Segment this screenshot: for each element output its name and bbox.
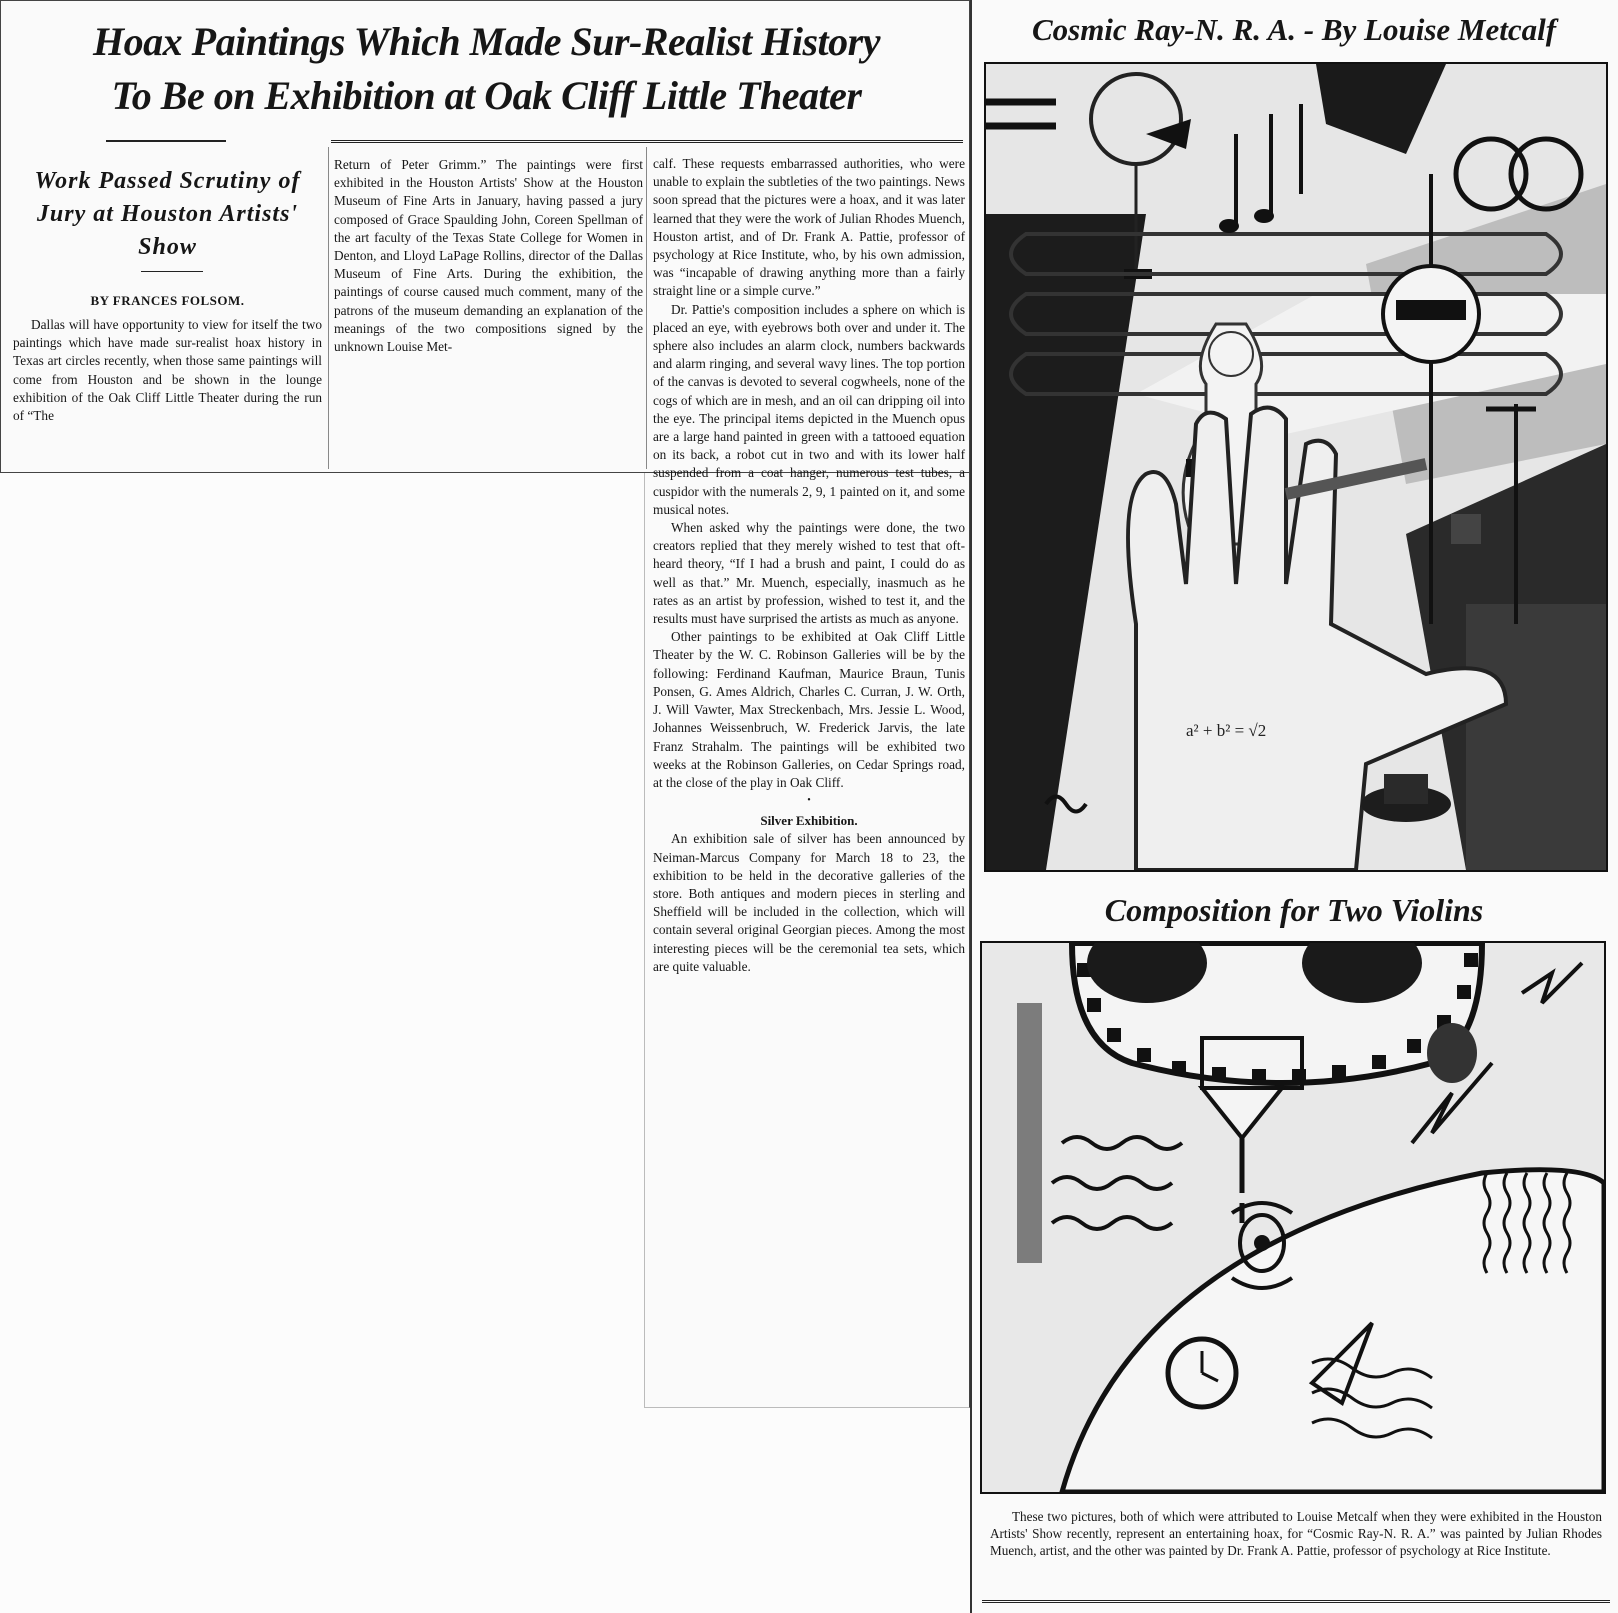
painting-two-violins — [980, 941, 1606, 1494]
painting-illustration — [982, 943, 1604, 1492]
headline-line-2: To Be on Exhibition at Oak Cliff Little Theater — [111, 73, 862, 118]
picture-caption — [990, 1508, 1602, 1559]
columns-rule — [331, 140, 963, 146]
article-column-2 — [334, 156, 643, 356]
byline-rule — [141, 271, 203, 272]
paragraph: When asked why the paintings were done, the two creators replied that they merely wished to test that oft-heard theory, “If I had a brush and paint, I could do as well as that.” Mr. Muench, especially, inasmuch as he rates as an artist by profession, wished to test it, and the results must have surprised the artists as much as anyone. — [653, 520, 965, 627]
byline: BY FRANCES FOLSOM. — [90, 293, 245, 308]
picture-title-bottom: Composition for Two Violins — [1104, 892, 1484, 928]
picture-title-top: Cosmic Ray-N. R. A. - By Louise Metcalf — [1031, 12, 1557, 47]
column-divider — [328, 147, 329, 469]
subhead-rule-top — [106, 140, 226, 142]
column-divider — [646, 147, 647, 469]
article-column-3 — [653, 155, 965, 976]
equation-label: a² + b² = √2 — [1186, 721, 1267, 740]
paragraph: Dallas will have opportunity to view for itself the two paintings which have made sur-realist hoax history in Texas art circles recently, when those same paintings will come from Houston and be shown in the lounge exhibition of the Oak Cliff Little Theater during the run of “The — [13, 317, 322, 424]
paragraph: Other paintings to be exhibited at Oak Cliff Little Theater by the W. C. Robinson Galleries will be by the following: Ferdinand Kaufman, Maurice Braun, Tunis Ponsen, G. Ames Aldrich, Charles C. Curran, J. W. Orth, J. Will Vawter, Max Streckenbach, Mrs. Jessie L. Wood, Johannes Weissenbruch, W. Frederick Jarvis, the late Franz Strahalm. The paintings will be exhibited two weeks at the Robinson Galleries, on Cedar Springs road, at the close of the play in Oak Cliff. — [653, 629, 965, 790]
paragraph: calf. These requests embarrassed authorities, who were unable to explain the subtleties of the two paintings. News soon spread that the pictures were a hoax, and it was later learned that they were the work of Julian Rhodes Muench, Houston artist, and of Dr. Frank A. Pattie, professor of psychology at Rice Institute, who, by his own admission, was “incapable of drawing anything more than a fairly straight line or a simple curve.” — [653, 156, 965, 299]
paragraph: Return of Peter Grimm.” The paintings were first exhibited in the Houston Artists' Show at the Houston Museum of Fine Arts in January, having passed a jury composed of Grace Spaulding John, Coreen Spellman of the art faculty of the Texas State College for Women in Denton, and Lloyd LaPage Rollins, director of the Dallas Museum of Fine Arts. During the exhibition, the paintings of course caused much comment, many of the patrons of the museum demanding an explanation of the meanings of the two compositions signed by the unknown Louise Met- — [334, 157, 643, 355]
paragraph: Dr. Pattie's composition includes a sphere on which is placed an eye, with eyebrows both over and under it. The sphere also includes an alarm clock, numbers backwards and alarm ringing, and several wavy lines. The top portion of the canvas is devoted to several cogwheels, none of the cogs of which are in mesh, and an oil can dripping oil into the eye. The principal items depicted in the Muench opus are a large hand painted in green with a tattooed equation on its back, a robot cut in two and with its lower half suspended from a coat hanger, numerous test tubes, a cuspidor with the numerals 2, 9, 1 painted on it, and some musical notes. — [653, 301, 965, 517]
headline-line-1: Hoax Paintings Which Made Sur-Realist History — [93, 19, 880, 64]
caption-text: These two pictures, both of which were attributed to Louise Metcalf when they were exhibited in the Houston Artists' Show recently, represent an entertaining hoax, for “Cosmic Ray-N. R. A.” was painted by Julian Rhodes Muench, artist, and the other was painted by Dr. Frank A. Pattie, professor of psychology at Rice Institute. — [990, 1509, 1602, 1558]
section-separator: • — [807, 795, 811, 807]
section-heading: Silver Exhibition. — [760, 813, 858, 829]
headline — [9, 15, 964, 123]
painting-cosmic-ray — [984, 62, 1608, 872]
subhead: Work Passed Scrutiny of Jury at Houston Artists' Show — [34, 168, 301, 260]
painting-illustration — [986, 64, 1606, 870]
article-column-1 — [13, 316, 322, 425]
paragraph: An exhibition sale of silver has been announced by Neiman-Marcus Company for March 18 to 23, the exhibition to be held in the decorative galleries of the store. Both antiques and modern pieces in sterling and Sheffield will be included in the collection, which will contain several original Georgian pieces. Among the most interesting pieces will be the ceremonial tea sets, which are quite valuable. — [653, 831, 965, 974]
bottom-rule — [982, 1600, 1610, 1603]
